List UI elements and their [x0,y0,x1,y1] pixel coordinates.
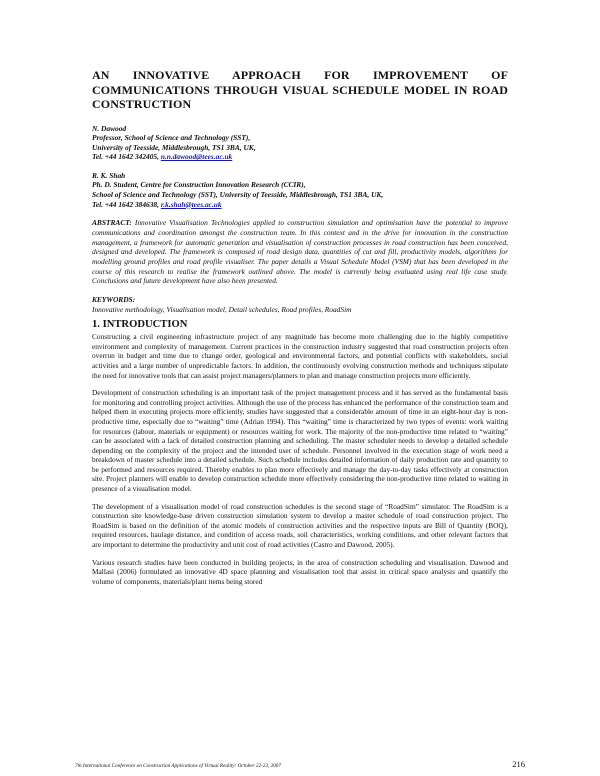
author-email-link[interactable]: n.n.dawood@tees.ac.uk [160,152,233,162]
page-content [92,68,508,594]
section-heading: 1. INTRODUCTION [92,319,188,331]
author-affiliation: Professor, School of Science and Technology (SST), [92,133,251,143]
author-affiliation: Ph. D. Student, Centre for Construction Innovation Research (CCIR), [92,180,306,190]
author-name: R. K. Shah [92,170,126,180]
abstract [92,218,508,286]
author-email-link[interactable]: r.k.shah@tees.ac.uk [160,199,222,209]
body-paragraph: Constructing a civil engineering infrastructure project of any magnitude has become more challenging due to the highly competitive environment and complexity of management. Current practices in the construction industry suggested that road construction projects often overrun in budget and time due to change order, geological and environmental factors, and potential conflicts with stakeholders, social activities and a large number of unpredictable factors. In addition, the continuously evolving construction methods and techniques stipulate the need for innovative tools that can assist project managers/planners to plan and manage construction projects more efficiently. [92,332,508,380]
keywords-label: KEYWORDS: [92,295,136,305]
author-block-2 [92,171,508,209]
author-affiliation: University of Teesside, Middlesbrough, TS1 3BA, UK, [92,142,256,152]
abstract-text: Innovative Visualisation Technologies applied to construction simulation and optimisation have the potential to improve communications and coordination amongst the construction team. In this context and in the drive for innovation in the construction management, a framework for automatic generation and visualisation of construction processes in road construction has been conceived, designed and developed. The framework is composed of road design data, quantities of cut and fill, productivity models, algorithms for modelling ground profiles and road profile visualiser. The paper details a Visual Schedule Model (VSM) that has been developed in the course of this research to realise the framework outlined above. The model is currently being evaluated using real life case study. Conclusions and future development have also been presented. [92,218,508,286]
footer-conference: 7th International Conference on Construction Applications of Virtual Reality: October 22-23, 2007 [75,763,281,769]
author-contact [92,200,508,210]
body-paragraph: Development of construction scheduling is an important task of the project management process and it has served as the fundamental basis for monitoring and controlling project activities. Although the use of the process has enhanced the performance of the construction team and helped them in executing projects more efficiently, studies have suggested that a considerable amount of time in an eight-hour day is non-productive time, especially due to “waiting” time (Adrian 1994). This “waiting” time is characterized by two types of events: work waiting for resources (labour, materials or equipment) or resources waiting for work. The majority of the non-productive time related to “waiting” can be associated with a lack of detailed construction planning and scheduling. The master scheduler needs to develop a detailed schedule depending on the complexity of the project and the intended user of schedule. Personnel involved in the execution stage of work need a breakdown of master schedule into a detailed schedule. Such schedule includes detailed information of daily production rate and quantity to be performed and resources required. Thereby enables to plan more effectively and manage the day-to-day tasks effectively at construction site. Project planners will enable to develop construction schedule more effectively considering the non-productive time related to waiting in presence of a visualisation model. [92,388,508,494]
body-paragraph: The development of a visualisation model of road construction schedules is the second stage of “RoadSim” simulator. The RoadSim is a construction site knowledge-base driven construction simulation system to develop a master schedule of road construction project. The RoadSim is based on the definition of the atomic models of construction activities and the respective inputs are Bill of Quantity (BOQ), required resources, haulage distance, and condition of access roads, soil characteristics, working conditions, and other relevant factors that are important to determine the productivity and unit cost of road activities (Castro and Dawood, 2005). [92,501,508,550]
keywords-text: Innovative methodology, Visualisation model, Detail schedules, Road profiles, RoadSim [92,304,352,314]
paper-title: AN INNOVATIVE APPROACH FOR IMPROVEMENT OF COMMUNICATIONS THROUGH VISUAL SCHEDULE MODEL IN ROAD CONSTRUCTION [92,68,508,111]
author-tel: Tel. +44 1642 342405, [92,152,161,162]
page-number: 216 [512,759,525,769]
page-footer [75,759,525,774]
body-paragraph: Various research studies have been conducted in building projects, in the area of construction scheduling and visualisation. Dawood and Mallasi (2006) formulated an innovative 4D space planning and visualisation tool that assist in critical space analysis and quantify the volume of components, materials/plant items being stored [92,557,508,586]
author-affiliation: School of Science and Technology (SST), University of Teesside, Middlesbrough, TS1 3BA, UK, [92,190,384,200]
author-name: N. Dawood [92,123,127,133]
abstract-label: ABSTRACT: [92,218,132,228]
author-tel: Tel. +44 1642 384638, [92,199,161,209]
author-contact [92,152,508,162]
author-block-1 [92,124,508,162]
